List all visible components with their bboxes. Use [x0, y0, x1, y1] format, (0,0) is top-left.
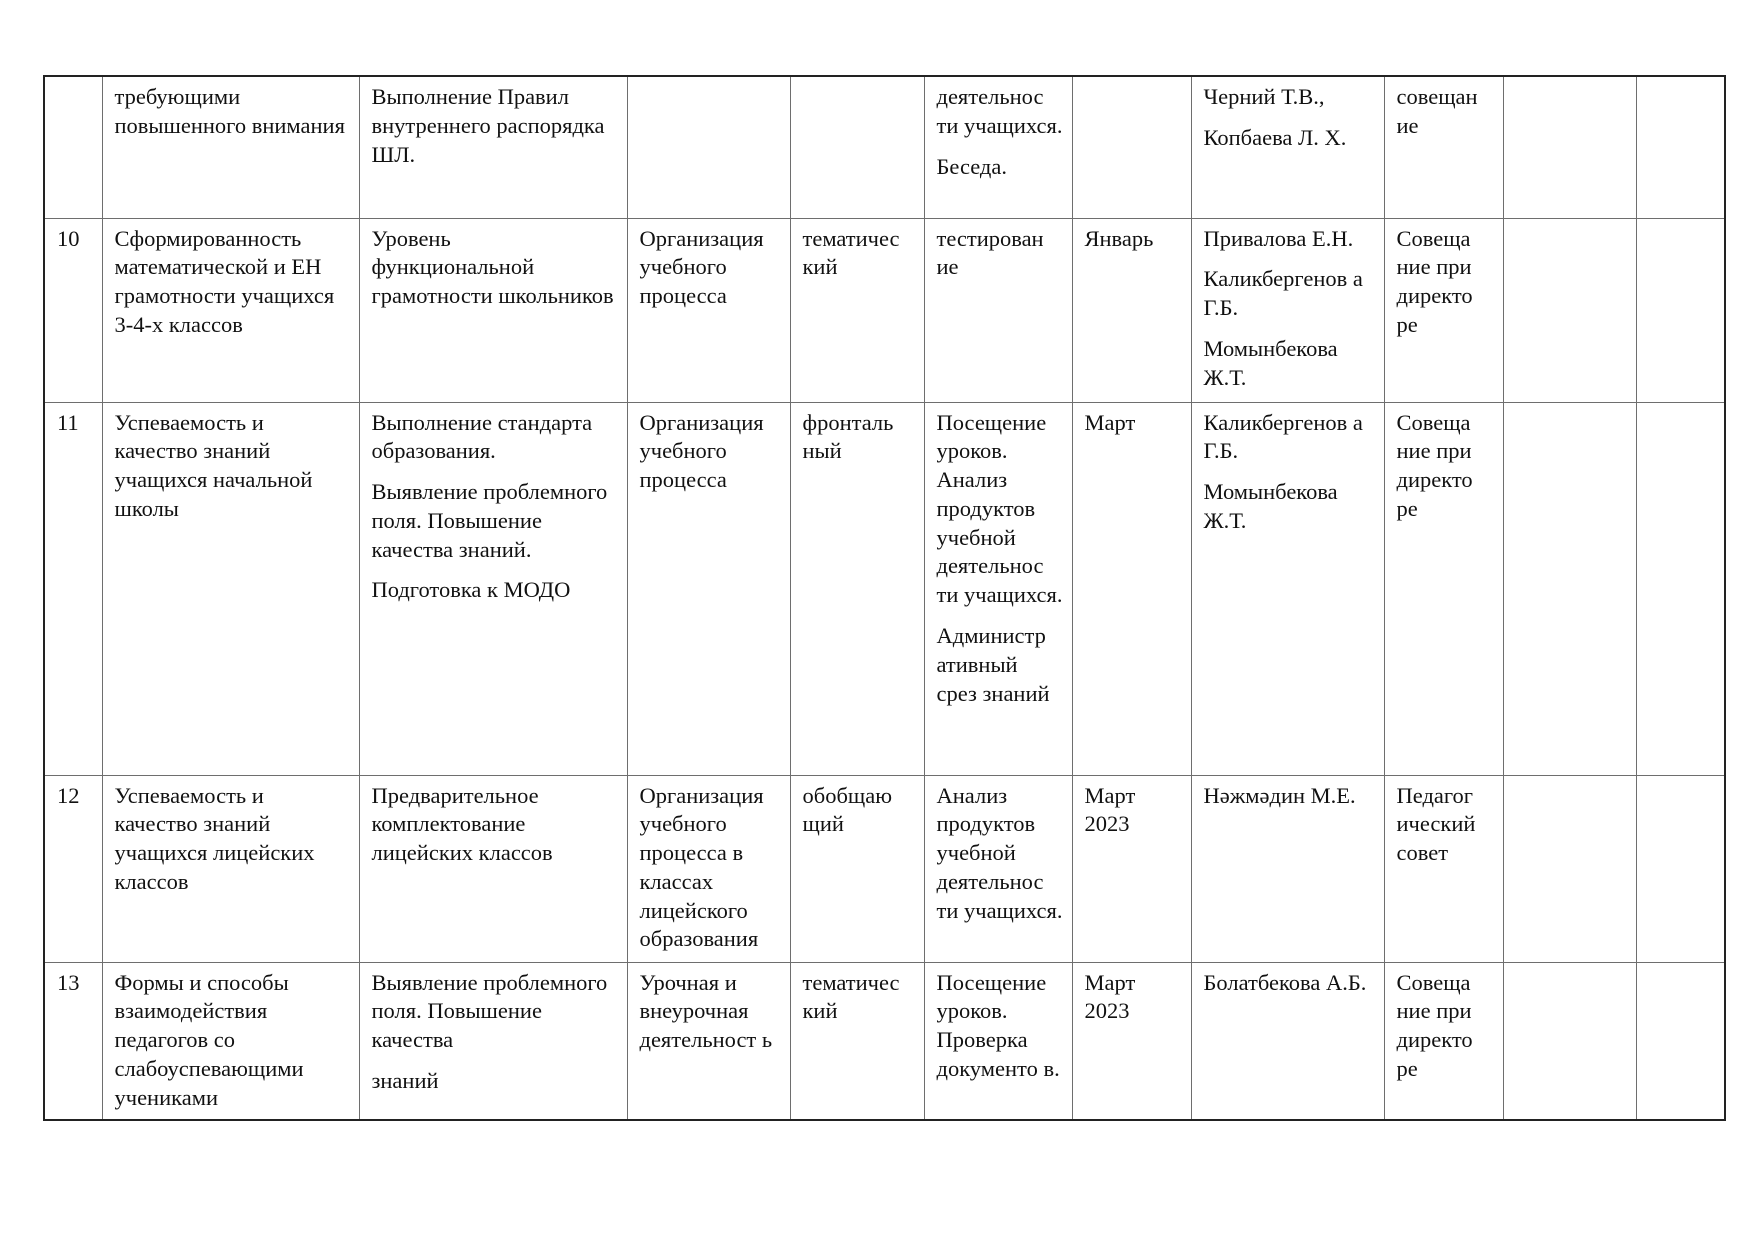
- result-text: Совеща ние при директо ре: [1396, 969, 1473, 1081]
- topic-cell: [102, 218, 359, 402]
- responsible-text: Болатбекова А.Б.: [1203, 969, 1367, 995]
- num-text: 11: [57, 409, 79, 435]
- result-cell: [1384, 402, 1503, 775]
- goal-text: Предварительное комплектование лицейских классов: [371, 782, 553, 866]
- method-text: Беседа.: [936, 153, 1007, 179]
- row-number-cell: [44, 218, 102, 402]
- goal-text: Подготовка к МОДО: [371, 577, 571, 603]
- num-text: 10: [57, 225, 80, 251]
- table-row: [44, 962, 1725, 1120]
- goal-cell: [359, 962, 627, 1120]
- empty-cell: [1503, 775, 1636, 962]
- goal-cell: [359, 775, 627, 962]
- object-text: Организация учебного процесса: [639, 225, 764, 309]
- date-text: Январь: [1084, 225, 1154, 251]
- date-cell: [1072, 775, 1191, 962]
- control-type-cell: [790, 218, 924, 402]
- object-text: Организация учебного процесса в классах лицейского образования: [639, 782, 764, 952]
- date-cell: [1072, 218, 1191, 402]
- row-number-cell: [44, 76, 102, 218]
- date-cell: [1072, 962, 1191, 1120]
- method-text: тестирован ие: [936, 225, 1044, 280]
- topic-cell: [102, 962, 359, 1120]
- goal-text: Выявление проблемного поля. Повышение качества знаний.: [371, 479, 608, 562]
- table-body: [44, 76, 1725, 1120]
- responsible-cell: [1191, 775, 1384, 962]
- empty-cell: [1636, 218, 1725, 402]
- responsible-text: Копбаева Л. Х.: [1203, 124, 1347, 150]
- topic-cell: [102, 402, 359, 775]
- row-number-cell: [44, 775, 102, 962]
- method-cell: [924, 962, 1072, 1120]
- responsible-text: Нәжмәдин М.Е.: [1203, 782, 1356, 808]
- type-text: тематичес кий: [802, 225, 900, 280]
- result-text: Педагог ический совет: [1396, 782, 1476, 866]
- control-type-cell: [790, 775, 924, 962]
- goal-text: Выявление проблемного поля. Повышение качества: [371, 969, 608, 1053]
- date-text: Март 2023: [1084, 782, 1136, 837]
- goal-text: Уровень функциональной грамотности школьников: [371, 225, 614, 309]
- responsible-text: Привалова Е.Н.: [1203, 225, 1354, 251]
- method-text: деятельнос ти учащихся.: [936, 84, 1063, 138]
- type-text: фронталь ный: [802, 409, 894, 464]
- object-text: Организация учебного процесса: [639, 409, 764, 493]
- result-text: совещан ие: [1396, 84, 1478, 138]
- method-cell: [924, 402, 1072, 775]
- goal-cell: [359, 76, 627, 218]
- goal-cell: [359, 402, 627, 775]
- object-text: Урочная и внеурочная деятельност ь: [639, 969, 773, 1053]
- date-text: Март 2023: [1084, 969, 1136, 1024]
- goal-cell: [359, 218, 627, 402]
- topic-text: Сформированность математической и ЕН грамотности учащихся 3-4-х классов: [114, 225, 335, 337]
- topic-text: Формы и способы взаимодействия педагогов со слабоуспевающими учениками: [114, 969, 304, 1110]
- control-type-cell: [790, 76, 924, 218]
- topic-text: Успеваемость и качество знаний учащихся начальной школы: [114, 409, 313, 521]
- empty-cell: [1636, 962, 1725, 1120]
- empty-cell: [1503, 402, 1636, 775]
- goal-text: Выполнение Правил внутреннего распорядка ШЛ.: [371, 84, 605, 167]
- responsible-cell: [1191, 402, 1384, 775]
- responsible-text: Черний Т.В.,: [1203, 84, 1325, 109]
- table-row: [44, 76, 1725, 218]
- object-cell: [627, 218, 790, 402]
- method-cell: [924, 76, 1072, 218]
- goal-text: знаний: [371, 1067, 439, 1093]
- empty-cell: [1503, 76, 1636, 218]
- method-text: Посещение уроков. Анализ продуктов учебной деятельнос ти учащихся.: [936, 409, 1063, 608]
- responsible-text: Каликбергенов а Г.Б.: [1203, 266, 1363, 321]
- result-cell: [1384, 218, 1503, 402]
- method-text: Анализ продуктов учебной деятельнос ти учащихся.: [936, 782, 1063, 923]
- object-cell: [627, 962, 790, 1120]
- method-text: Администр ативный срез знаний: [936, 623, 1050, 706]
- empty-cell: [1636, 402, 1725, 775]
- control-plan-table: [43, 75, 1726, 1121]
- table-row: [44, 775, 1725, 962]
- topic-text: требующими повышенного внимания: [114, 84, 345, 138]
- result-text: Совеща ние при директо ре: [1396, 225, 1473, 337]
- type-text: обобщаю щий: [802, 782, 893, 837]
- topic-text: Успеваемость и качество знаний учащихся лицейских классов: [114, 782, 315, 894]
- table-row: [44, 218, 1725, 402]
- date-cell: [1072, 402, 1191, 775]
- method-cell: [924, 775, 1072, 962]
- responsible-cell: [1191, 962, 1384, 1120]
- date-cell: [1072, 76, 1191, 218]
- responsible-cell: [1191, 76, 1384, 218]
- goal-text: Выполнение стандарта образования.: [371, 409, 593, 464]
- topic-cell: [102, 76, 359, 218]
- method-text: Посещение уроков. Проверка документо в.: [936, 969, 1060, 1081]
- table-row: [44, 402, 1725, 775]
- empty-cell: [1503, 962, 1636, 1120]
- num-text: 13: [57, 969, 80, 995]
- topic-cell: [102, 775, 359, 962]
- type-text: тематичес кий: [802, 969, 900, 1024]
- responsible-text: Момынбекова Ж.Т.: [1203, 479, 1338, 533]
- responsible-text: Каликбергенов а Г.Б.: [1203, 409, 1363, 464]
- num-text: 12: [57, 782, 80, 808]
- object-cell: [627, 775, 790, 962]
- empty-cell: [1503, 218, 1636, 402]
- object-cell: [627, 402, 790, 775]
- responsible-text: Момынбекова Ж.Т.: [1203, 335, 1338, 390]
- control-type-cell: [790, 402, 924, 775]
- row-number-cell: [44, 402, 102, 775]
- responsible-cell: [1191, 218, 1384, 402]
- result-text: Совеща ние при директо ре: [1396, 409, 1473, 521]
- method-cell: [924, 218, 1072, 402]
- result-cell: [1384, 962, 1503, 1120]
- date-text: Март: [1084, 409, 1136, 435]
- object-cell: [627, 76, 790, 218]
- control-type-cell: [790, 962, 924, 1120]
- empty-cell: [1636, 76, 1725, 218]
- result-cell: [1384, 775, 1503, 962]
- empty-cell: [1636, 775, 1725, 962]
- row-number-cell: [44, 962, 102, 1120]
- result-cell: [1384, 76, 1503, 218]
